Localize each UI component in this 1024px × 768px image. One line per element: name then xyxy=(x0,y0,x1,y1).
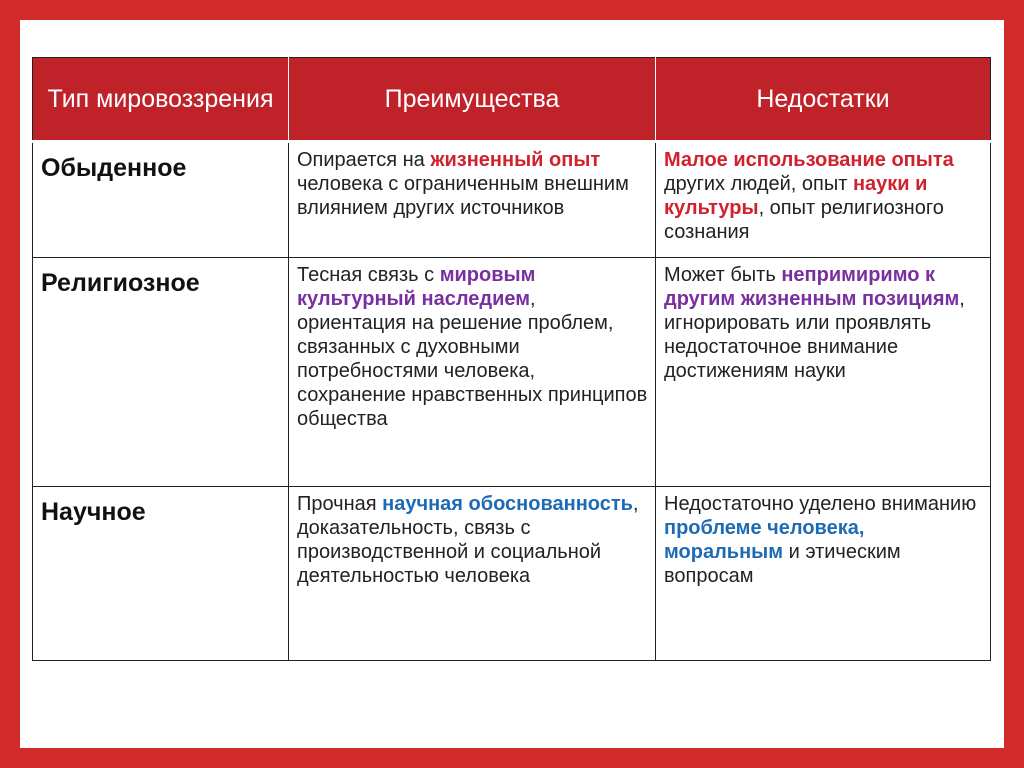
row-disadvantages xyxy=(656,487,991,661)
highlighted-text: Малое использование опыта xyxy=(664,149,954,171)
text-run: , доказательность, связь с производственной и социальной деятельностью человека xyxy=(297,493,639,587)
row-disadvantages xyxy=(656,142,991,258)
text-run: , опыт религиозного сознания xyxy=(664,197,944,243)
text-run: , ориентация на решение проблем, связанных с духовными потребностями человека, сохранение нравственных принципов общества xyxy=(297,288,648,430)
text-run: Недостаточно уделено вниманию xyxy=(664,493,977,515)
highlighted-text: научная обоснованность xyxy=(382,493,633,515)
text-run: Может быть xyxy=(664,264,782,286)
text-run: Опирается на xyxy=(297,149,431,171)
row-type-label: Религиозное xyxy=(33,258,289,487)
text-run: , игнорировать или проявлять недостаточное внимание достижениям науки xyxy=(664,288,965,382)
table-row xyxy=(33,142,991,258)
text-run: и этическим вопросам xyxy=(664,541,901,587)
row-advantages xyxy=(289,487,656,661)
row-type-label: Обыденное xyxy=(33,142,289,258)
header-type: Тип мировоззрения xyxy=(33,58,289,142)
text-run: других людей, опыт xyxy=(664,173,853,195)
text-run: человека с ограниченным внешним влиянием других источников xyxy=(297,173,629,219)
highlighted-text: жизненный опыт xyxy=(430,149,601,171)
text-run: Прочная xyxy=(297,493,383,515)
row-advantages xyxy=(289,142,656,258)
row-disadvantages xyxy=(656,258,991,487)
table-row xyxy=(33,487,991,661)
slide xyxy=(20,20,1004,748)
highlighted-text: мировым культурный наследием xyxy=(297,264,536,310)
table-header-row xyxy=(33,58,991,142)
text-run: Тесная связь с xyxy=(297,264,440,286)
row-type-label: Научное xyxy=(33,487,289,661)
highlighted-text: науки и культуры xyxy=(664,173,928,219)
row-advantages xyxy=(289,258,656,487)
highlighted-text: проблеме человека, моральным xyxy=(664,517,865,563)
header-disadvantages: Недостатки xyxy=(656,58,991,142)
header-advantages: Преимущества xyxy=(289,58,656,142)
worldview-table xyxy=(32,57,991,661)
table-row xyxy=(33,258,991,487)
highlighted-text: непримиримо к другим жизненным позициям xyxy=(664,264,960,310)
